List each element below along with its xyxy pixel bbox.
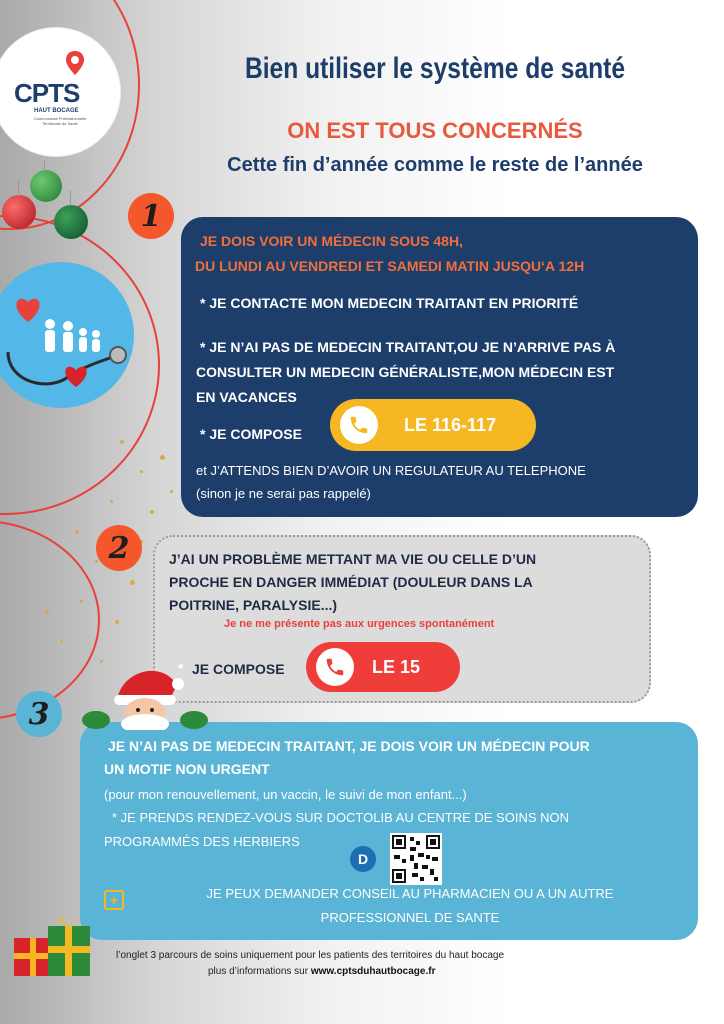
section-3-doctolib-line2: PROGRAMMÉS DES HERBIERS xyxy=(104,834,300,849)
page-subtitle: ON EST TOUS CONCERNÉS xyxy=(287,118,583,143)
section-1-bullet2-line3: EN VACANCES xyxy=(196,389,297,405)
section-3-pharma-line1: JE PEUX DEMANDER CONSEIL AU PHARMACIEN OU A UN AUTRE xyxy=(206,886,614,901)
phone-icon xyxy=(340,406,378,444)
section-3-doctolib-line1: * JE PRENDS RENDEZ-VOUS SUR DOCTOLIB AU CENTRE DE SOINS NON xyxy=(112,810,569,825)
santa-illustration xyxy=(82,660,212,730)
section-2-line1: J’AI UN PROBLÈME METTANT MA VIE OU CELLE D’UN xyxy=(169,551,537,567)
footer-info-prefix: plus d’informations sur xyxy=(208,966,311,977)
section-1-heading-line2: DU LUNDI AU VENDREDI ET SAMEDI MATIN JUSQU‘A 12H xyxy=(195,258,585,274)
logo-name: CPTS xyxy=(14,78,80,108)
section-3-line2: UN MOTIF NON URGENT xyxy=(104,761,270,777)
section-1-bullet1: * JE CONTACTE MON MEDECIN TRAITANT EN PRIORITÉ xyxy=(200,295,579,311)
page-title: Bien utiliser le système de santé xyxy=(244,52,626,85)
section-1-number: 1 xyxy=(128,193,174,239)
section-3-note: (pour mon renouvellement, un vaccin, le suivi de mon enfant...) xyxy=(104,787,467,802)
footer-info xyxy=(208,966,435,977)
phone-116-117-button[interactable] xyxy=(330,399,536,451)
footer-website-link[interactable]: www.cptsduhautbocage.fr xyxy=(310,966,436,977)
section-1-compose: * JE COMPOSE xyxy=(200,426,302,442)
footer-disclaimer: l’onglet 3 parcours de soins uniquement pour les patients des territoires du haut bocage xyxy=(116,950,505,961)
section-1-wait-line2: (sinon je ne serai pas rappelé) xyxy=(196,486,371,501)
section-1-bullet2-line2: CONSULTER UN MEDECIN GÉNÉRALISTE,MON MÉDECIN EST xyxy=(196,364,615,380)
section-1-bullet2-line1: * JE N’AI PAS DE MEDECIN TRAITANT,OU JE N’ARRIVE PAS À xyxy=(200,339,616,355)
section-2-compose: JE COMPOSE xyxy=(192,661,285,677)
section-3-line1: JE N’AI PAS DE MEDECIN TRAITANT, JE DOIS VOIR UN MÉDECIN POUR xyxy=(108,738,590,754)
section-2-star: * xyxy=(178,660,184,676)
location-pin-icon xyxy=(64,50,86,76)
qr-code-icon[interactable] xyxy=(390,833,442,885)
section-3-number: 3 xyxy=(16,691,62,737)
pharmacy-icon: + xyxy=(104,890,124,910)
section-2-line2: PROCHE EN DANGER IMMÉDIAT (DOULEUR DANS LA xyxy=(169,574,533,590)
section-2-line3: POITRINE, PARALYSIE...) xyxy=(169,597,338,613)
page-tagline: Cette fin d’année comme le reste de l’année xyxy=(227,154,643,176)
phone-icon xyxy=(316,648,354,686)
doctolib-icon-letter: D xyxy=(357,851,369,867)
section-2-warning: Je ne me présente pas aux urgences spontanément xyxy=(224,618,495,630)
section-3-panel xyxy=(80,722,698,940)
section-1-wait-line1: et J’ATTENDS BIEN D’AVOIR UN REGULATEUR AU TELEPHONE xyxy=(196,463,586,478)
section-1-heading-line1: JE DOIS VOIR UN MÉDECIN SOUS 48H, xyxy=(200,233,463,249)
phone-15-button[interactable] xyxy=(306,642,460,692)
phone-116-117-label: LE 116-117 xyxy=(404,414,497,435)
section-3-pharma-line2: PROFESSIONNEL DE SANTE xyxy=(320,910,500,925)
logo-tagline: Communauté Professionnelle Territoriale de Santé xyxy=(33,116,87,126)
gift-boxes-illustration xyxy=(12,908,102,978)
doctolib-icon[interactable] xyxy=(350,846,376,872)
section-2-number: 2 xyxy=(96,525,142,571)
phone-15-label: LE 15 xyxy=(372,656,421,677)
logo-subtitle: HAUT BOCAGE xyxy=(34,108,79,114)
